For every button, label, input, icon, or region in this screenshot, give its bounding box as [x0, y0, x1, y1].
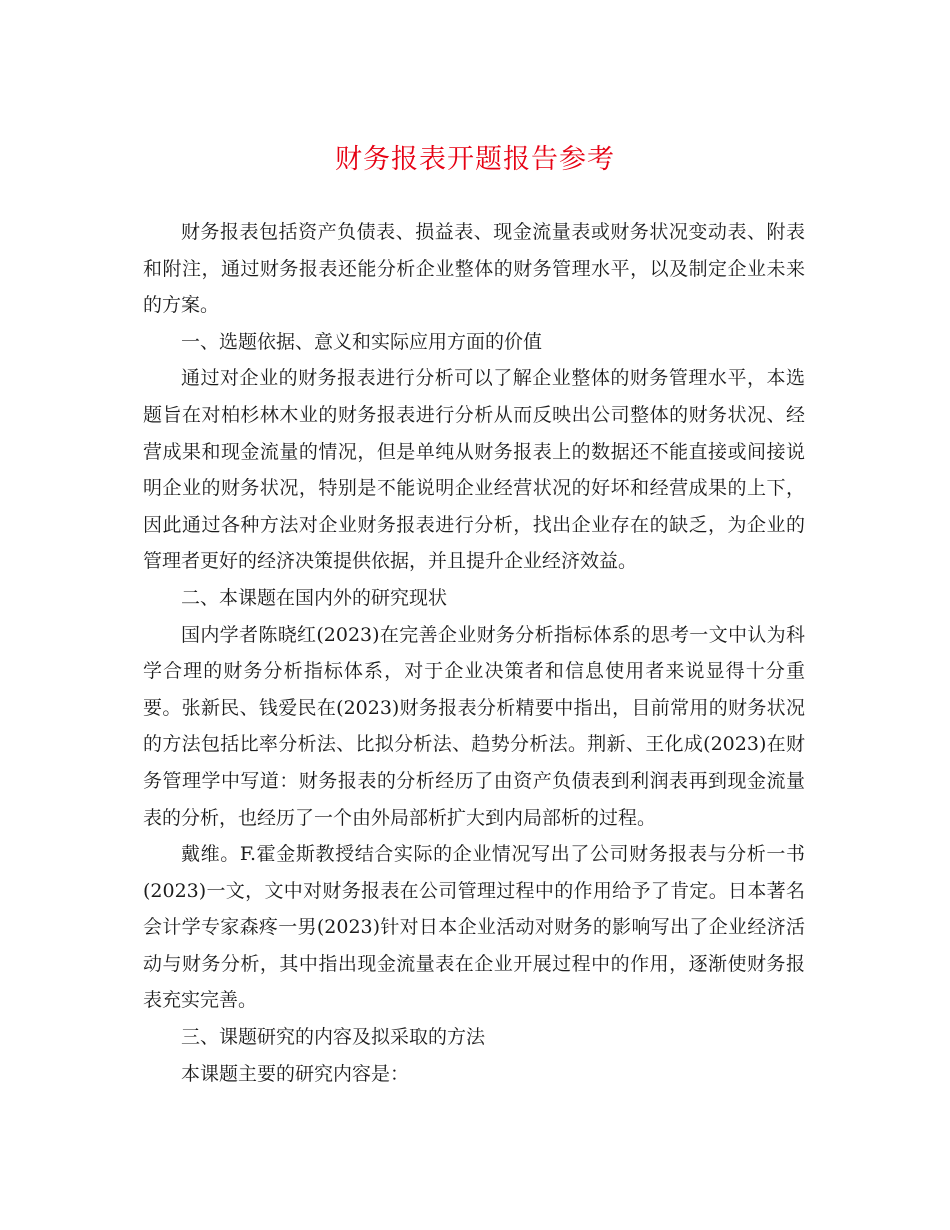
section-3-paragraph: 本课题主要的研究内容是： — [181, 1062, 410, 1085]
intro-paragraph: 财务报表包括资产负债表、损益表、现金流量表或财务状况变动表、附表和附注，通过财务报表还能分析企业整体的财务管理水平，以及制定企业未来的方案。 — [143, 221, 805, 317]
section-heading-1: 一、选题依据、意义和实际应用方面的价值 — [181, 330, 543, 353]
section-2-paragraph-2: 戴维。F.霍金斯教授结合实际的企业情况写出了公司财务报表与分析一书(2023)一文，文中对财务报表在公司管理过程中的作用给予了肯定。日本著名会计学专家森疼一男(2023)针对日本企业活动对财务的影响写出了企业经济活动与财务分析，其中指出现金流量表在企业开展过程中的作用，逐渐使财务报表充实完善。 — [143, 843, 805, 1012]
document-title: 财务报表开题报告参考 — [335, 144, 615, 175]
section-1-paragraph: 通过对企业的财务报表进行分析可以了解企业整体的财务管理水平，本选题旨在对柏杉林木业的财务报表进行分析从而反映出公司整体的财务状况、经营成果和现金流量的情况，但是单纯从财务报表上的数据还不能直接或间接说明企业的财务状况，特别是不能说明企业经营状况的好坏和经营成果的上下，因此通过各种方法对企业财务报表进行分析，找出企业存在的缺乏，为企业的管理者更好的经济决策提供依据，并且提升企业经济效益。 — [143, 367, 805, 573]
section-heading-2: 二、本课题在国内外的研究现状 — [181, 586, 448, 609]
document-body — [143, 214, 805, 1092]
section-heading-3: 三、课题研究的内容及拟采取的方法 — [181, 1026, 486, 1049]
section-2-paragraph-1: 国内学者陈晓红(2023)在完善企业财务分析指标体系的思考一文中认为科学合理的财务分析指标体系，对于企业决策者和信息使用者来说显得十分重要。张新民、钱爱民在(2023)财务报表分析精要中指出，目前常用的财务状况的方法包括比率分析法、比拟分析法、趋势分析法。荆新、王化成(2023)在财务管理学中写道：财务报表的分析经历了由资产负债表到利润表再到现金流量表的分析，也经历了一个由外局部析扩大到内局部析的过程。 — [143, 623, 805, 829]
